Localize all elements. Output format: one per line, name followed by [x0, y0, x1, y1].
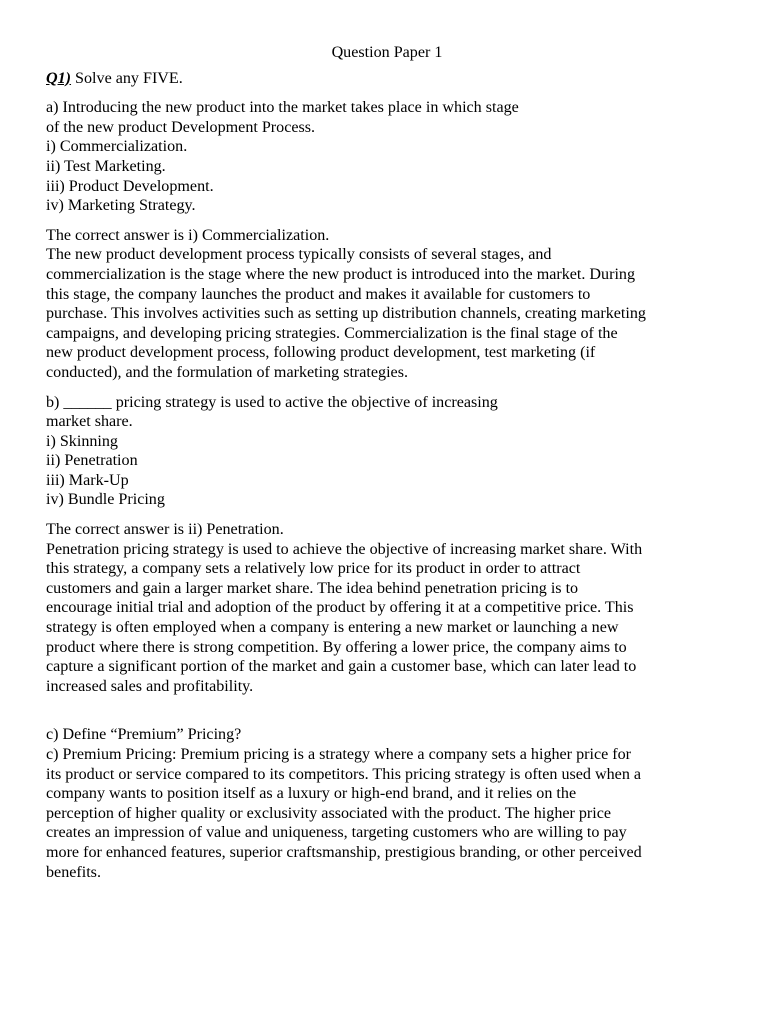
- explanation-b-line: capture a significant portion of the market and gain a customer base, which can later lead to: [46, 658, 637, 676]
- answer-a: The correct answer is i) Commercialization.: [46, 226, 330, 244]
- answer-c-line: its product or service compared to its competitors. This pricing strategy is often used when a: [46, 765, 642, 783]
- option-b-4: iv) Bundle Pricing: [46, 491, 165, 509]
- option-a-1: i) Commercialization.: [46, 138, 188, 156]
- option-a-3: iii) Product Development.: [46, 177, 214, 195]
- q1-heading: [46, 69, 726, 89]
- explanation-b: [46, 540, 726, 697]
- document-page: [46, 43, 726, 882]
- answer-c-line: c) Premium Pricing: Premium pricing is a strategy where a company sets a higher price for: [46, 746, 632, 763]
- question-a: [46, 98, 726, 216]
- option-a-2: ii) Test Marketing.: [46, 157, 166, 175]
- question-b-line: market share.: [46, 413, 133, 431]
- answer-c: [46, 745, 726, 882]
- question-b: [46, 393, 726, 511]
- answer-c-line: perception of higher quality or exclusivity associated with the product. The higher price: [46, 804, 612, 822]
- explanation-a-line: this stage, the company launches the product and makes it available for customers to: [46, 285, 591, 303]
- answer-c-line: benefits.: [46, 863, 101, 881]
- explanation-b-line: strategy is often employed when a company is entering a new market or launching a new: [46, 619, 619, 637]
- explanation-a-line: The new product development process typically consists of several stages, and: [46, 246, 552, 264]
- answer-b: The correct answer is ii) Penetration.: [46, 521, 284, 539]
- explanation-b-line: encourage initial trial and adoption of the product by offering it at a competitive price. This: [46, 599, 634, 617]
- option-b-2: ii) Penetration: [46, 452, 138, 470]
- answer-c-line: more for enhanced features, superior craftsmanship, prestigious branding, or other perceived: [46, 843, 642, 861]
- explanation-a-line: campaigns, and developing pricing strategies. Commercialization is the final stage of the: [46, 324, 618, 342]
- question-a-line: of the new product Development Process.: [46, 118, 316, 136]
- explanation-a-line: new product development process, following product development, test marketing (if: [46, 344, 596, 362]
- option-b-1: i) Skinning: [46, 432, 118, 450]
- explanation-b-line: increased sales and profitability.: [46, 677, 254, 695]
- explanation-a-line: purchase. This involves activities such as setting up distribution channels, creating marketing: [46, 305, 646, 323]
- explanation-a-line: commercialization is the stage where the new product is introduced into the market. During: [46, 265, 636, 283]
- page-title: Question Paper 1: [331, 44, 443, 61]
- explanation-b-line: Penetration pricing strategy is used to achieve the objective of increasing market share. With: [46, 540, 643, 558]
- explanation-b-line: product where there is strong competition. By offering a lower price, the company aims to: [46, 638, 627, 656]
- answer-c-line: creates an impression of value and uniqueness, targeting customers who are willing to pay: [46, 824, 627, 842]
- explanation-a-line: conducted), and the formulation of marketing strategies.: [46, 363, 408, 381]
- explanation-b-line: this strategy, a company sets a relatively low price for its product in order to attract: [46, 560, 581, 578]
- question-c: c) Define “Premium” Pricing?: [46, 726, 242, 744]
- option-a-4: iv) Marketing Strategy.: [46, 197, 196, 215]
- q1-instruction: Solve any FIVE.: [71, 69, 183, 87]
- answer-c-line: company wants to position itself as a luxury or high-end brand, and it relies on the: [46, 785, 577, 803]
- option-b-3: iii) Mark-Up: [46, 471, 129, 489]
- question-a-line: a) Introducing the new product into the market takes place in which stage: [46, 99, 519, 117]
- explanation-a: [46, 245, 726, 382]
- q1-label: Q1): [46, 69, 72, 87]
- question-b-line: b) ______ pricing strategy is used to active the objective of increasing: [46, 393, 498, 411]
- explanation-b-line: customers and gain a larger market share. The idea behind penetration pricing is to: [46, 579, 579, 597]
